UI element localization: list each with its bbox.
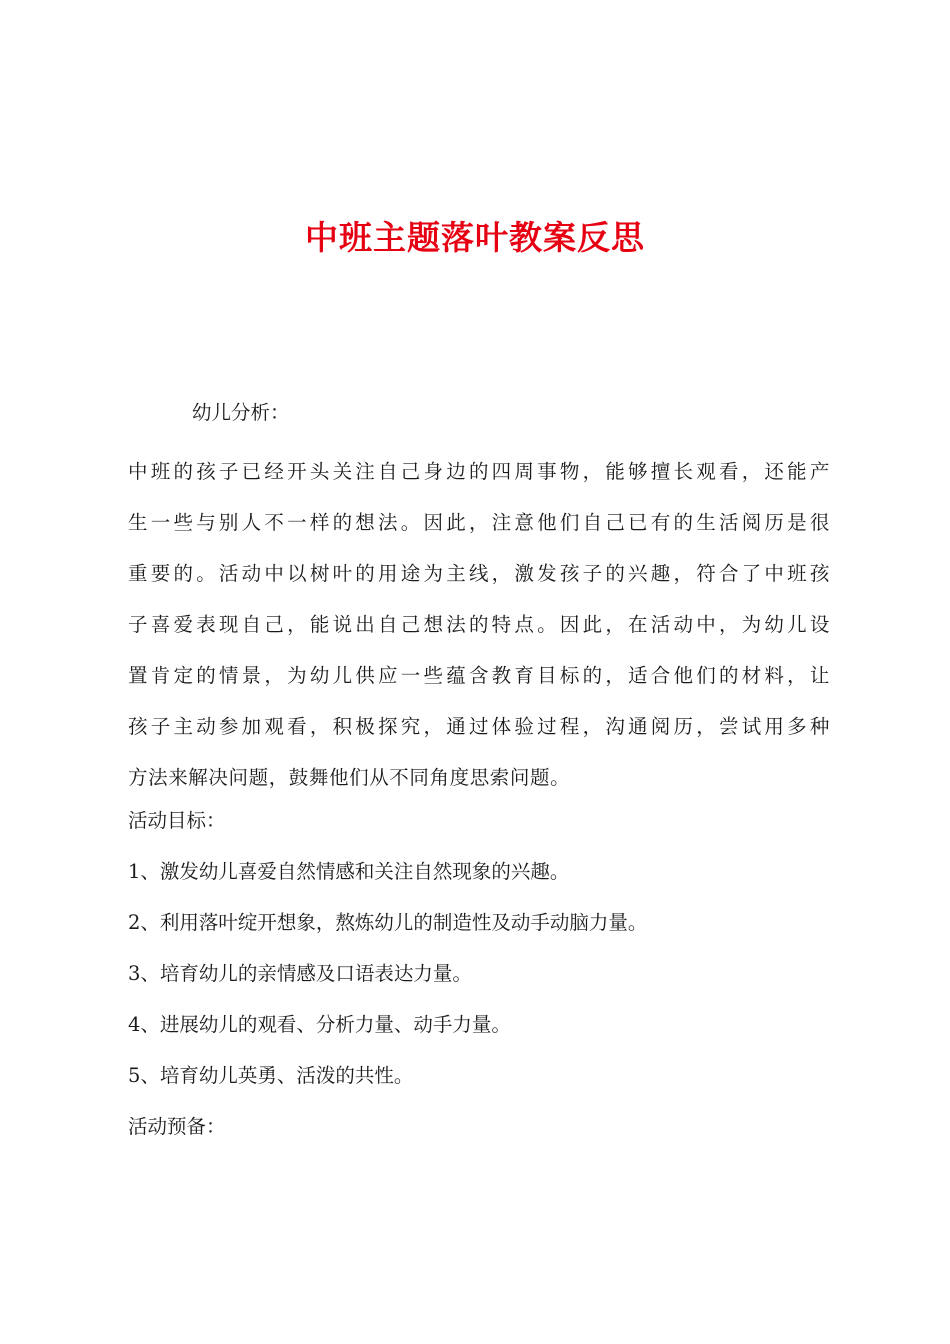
goal-item: 1、激发幼儿喜爱自然情感和关注自然现象的兴趣。 — [128, 860, 570, 883]
analysis-heading: 幼儿分析： — [192, 401, 290, 424]
analysis-line: 置肯定的情景，为幼儿供应一些蕴含教育目标的，适合他们的材料，让 — [128, 664, 830, 687]
goal-item: 3、培育幼儿的亲情感及口语表达力量。 — [128, 962, 472, 985]
analysis-line: 方法来解决问题，鼓舞他们从不同角度思索问题。 — [128, 766, 571, 789]
document-title: 中班主题落叶教案反思 — [305, 218, 645, 257]
analysis-paragraph — [128, 446, 830, 803]
preparation-heading: 活动预备： — [128, 1115, 226, 1138]
document-body — [128, 395, 830, 1160]
analysis-line: 重要的。活动中以树叶的用途为主线，激发孩子的兴趣，符合了中班孩 — [128, 562, 830, 585]
goal-item: 5、培育幼儿英勇、活泼的共性。 — [128, 1064, 414, 1087]
analysis-line: 孩子主动参加观看，积极探究，通过体验过程，沟通阅历，尝试用多种 — [128, 715, 830, 738]
analysis-line: 子喜爱表现自己，能说出自己想法的特点。因此，在活动中，为幼儿设 — [128, 613, 830, 636]
goals-heading: 活动目标： — [128, 809, 226, 832]
goal-item: 4、进展幼儿的观看、分析力量、动手力量。 — [128, 1013, 511, 1036]
analysis-line: 中班的孩子已经开头关注自己身边的四周事物，能够擅长观看，还能产 — [128, 460, 830, 483]
goal-item: 2、利用落叶绽开想象，熬炼幼儿的制造性及动手动脑力量。 — [128, 911, 648, 934]
analysis-line: 生一些与别人不一样的想法。因此，注意他们自己已有的生活阅历是很 — [128, 511, 830, 534]
